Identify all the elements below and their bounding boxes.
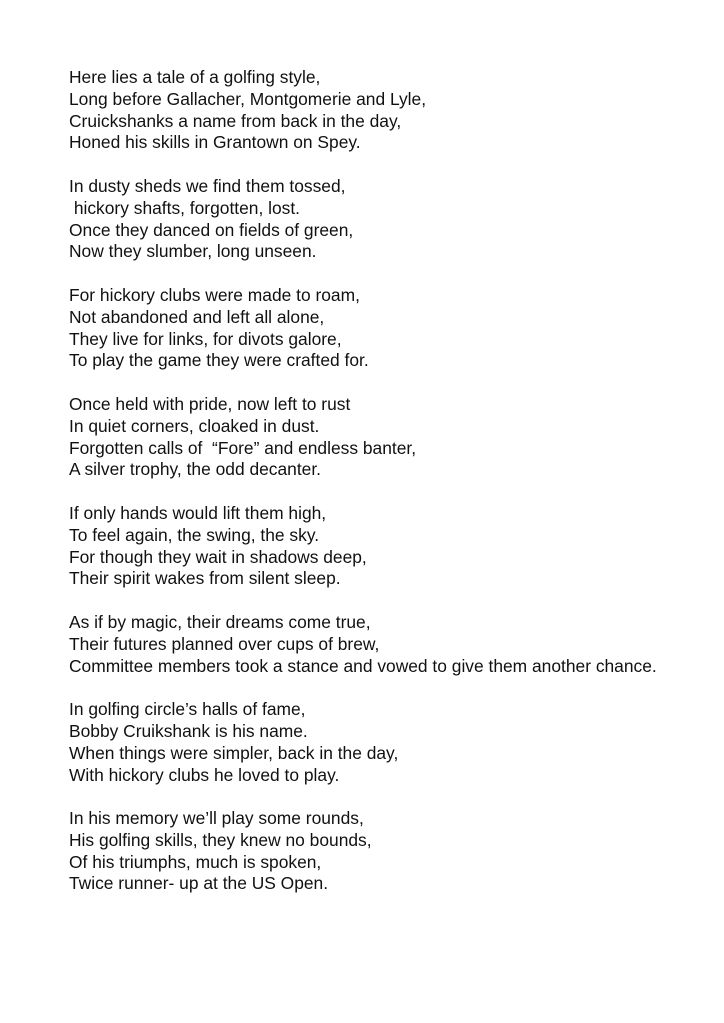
poem-line: A silver trophy, the odd decanter. xyxy=(69,459,321,480)
poem-line: For though they wait in shadows deep, xyxy=(69,546,367,567)
stanza-7 xyxy=(69,699,699,786)
poem-line: Cruickshanks a name from back in the day, xyxy=(69,110,402,131)
poem-line: Once held with pride, now left to rust xyxy=(69,393,351,414)
poem-line: His golfing skills, they knew no bounds, xyxy=(69,829,372,850)
stanza-4 xyxy=(69,394,699,481)
poem-line: Long before Gallacher, Montgomerie and Lyle, xyxy=(69,88,427,109)
poem-line: Of his triumphs, much is spoken, xyxy=(69,851,322,872)
poem-line: In his memory we’ll play some rounds, xyxy=(69,808,364,829)
poem-line: In dusty sheds we find them tossed, xyxy=(69,175,346,196)
stanza-2 xyxy=(69,176,699,263)
poem-line: As if by magic, their dreams come true, xyxy=(69,611,371,632)
poem-line: To play the game they were crafted for. xyxy=(69,350,369,371)
poem-line: If only hands would lift them high, xyxy=(69,502,327,523)
poem-line: Bobby Cruikshank is his name. xyxy=(69,720,308,741)
poem-line: hickory shafts, forgotten, lost. xyxy=(69,197,301,218)
stanza-6 xyxy=(69,612,699,677)
poem-line: Now they slumber, long unseen. xyxy=(69,241,317,262)
stanza-1 xyxy=(69,67,699,154)
poem-line: With hickory clubs he loved to play. xyxy=(69,764,340,785)
poem-line: In quiet corners, cloaked in dust. xyxy=(69,415,320,436)
poem-body xyxy=(69,67,699,895)
poem-line: Their futures planned over cups of brew, xyxy=(69,633,380,654)
poem-line: When things were simpler, back in the day, xyxy=(69,742,399,763)
poem-line: Forgotten calls of “Fore” and endless banter, xyxy=(69,437,417,458)
poem-line: Honed his skills in Grantown on Spey. xyxy=(69,132,361,153)
poem-line: To feel again, the swing, the sky. xyxy=(69,524,320,545)
poem-line: For hickory clubs were made to roam, xyxy=(69,284,360,305)
poem-line: Once they danced on fields of green, xyxy=(69,219,354,240)
stanza-5 xyxy=(69,503,699,590)
poem-line: Their spirit wakes from silent sleep. xyxy=(69,568,341,589)
poem-line: Committee members took a stance and vowed to give them another chance. xyxy=(69,655,657,676)
poem-line: Here lies a tale of a golfing style, xyxy=(69,67,321,87)
stanza-3 xyxy=(69,285,699,372)
poem-line: Not abandoned and left all alone, xyxy=(69,306,325,327)
poem-line: In golfing circle’s halls of fame, xyxy=(69,699,306,720)
poem-line: They live for links, for divots galore, xyxy=(69,328,342,349)
stanza-8 xyxy=(69,808,699,895)
poem-line: Twice runner- up at the US Open. xyxy=(69,873,329,894)
